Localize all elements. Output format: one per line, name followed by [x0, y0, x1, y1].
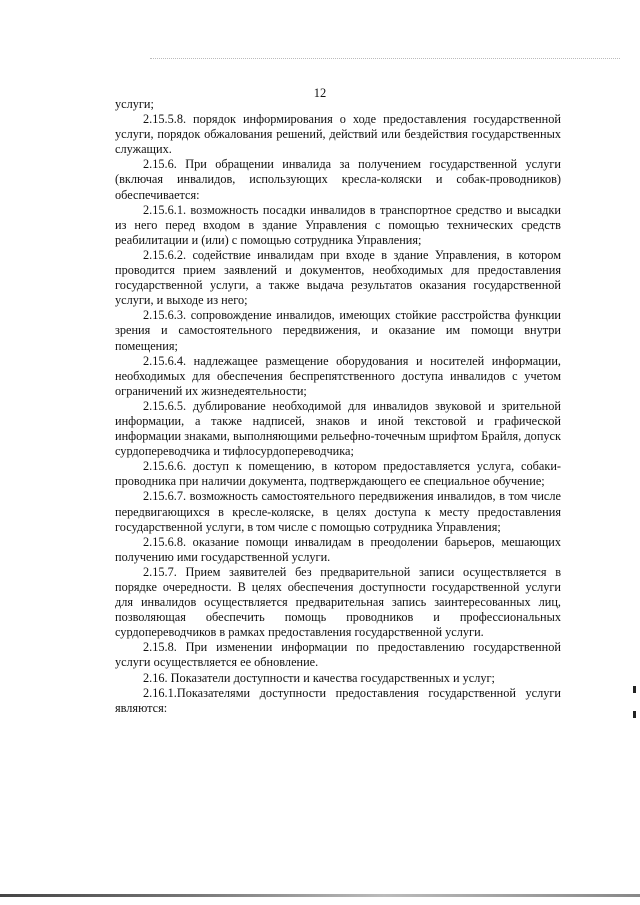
paragraph: 2.16.1.Показателями доступности предоставления государственной услуги являются: [115, 685, 561, 715]
paragraph: 2.15.6.2. содействие инвалидам при входе в здание Управления, в котором проводится прием заявлений и документов, необходимых для предоставления государственной услуги, а также выдача результатов оказания государственной услуги, и выходе из него; [115, 247, 561, 308]
paragraph: 2.15.6.6. доступ к помещению, в котором предоставляется услуга, собаки-проводника при наличии документа, подтверждающего ее специальное обучение; [115, 459, 561, 489]
paragraph: услуги; [115, 97, 154, 111]
paragraph: 2.15.7. Прием заявителей без предварительной записи осуществляется в порядке очередности. В целях обеспечения доступности государственной услуги для инвалидов осуществляется предварительная запись заинтересованных лиц, позволяющая обеспечить помощь проводников и профессиональных сурдопереводчиков в рамках предоставления государственной услуги. [115, 564, 561, 640]
scan-artifact-top [150, 58, 620, 60]
paragraph: 2.16. Показатели доступности и качества государственных и услуг; [143, 670, 495, 685]
page-number: 12 [313, 86, 327, 100]
paragraph: 2.15.6.1. возможность посадки инвалидов в транспортное средство и высадки из него перед входом в здание Управления с помощью технических средств реабилитации и (или) с помощью сотрудника Управления; [115, 202, 561, 247]
margin-mark [633, 686, 636, 693]
document-body [115, 97, 561, 716]
paragraph: 2.15.8. При изменении информации по предоставлению государственной услуги осуществляется ее обновление. [115, 640, 561, 670]
paragraph: 2.15.6.3. сопровождение инвалидов, имеющих стойкие расстройства функции зрения и самостоятельного передвижения, и оказание им помощи внутри помещения; [115, 308, 561, 353]
paragraph: 2.15.6.7. возможность самостоятельного передвижения инвалидов, в том числе передвигающихся в кресле-коляске, в целях доступа к месту предоставления государственной услуги, в том числе с помощью сотрудника Управления; [115, 489, 561, 534]
paragraph: 2.15.6.8. оказание помощи инвалидам в преодолении барьеров, мешающих получению ими государственной услуги. [115, 534, 561, 564]
margin-mark [633, 711, 636, 718]
paragraph: 2.15.5.8. порядок информирования о ходе предоставления государственной услуги, порядок обжалования решений, действий или бездействия государственных служащих. [115, 112, 561, 157]
paragraph: 2.15.6. При обращении инвалида за получением государственной услуги (включая инвалидов, использующих кресла-коляски и собак-проводников) обеспечивается: [115, 157, 561, 202]
paragraph: 2.15.6.5. дублирование необходимой для инвалидов звуковой и зрительной информации, а также надписей, знаков и иной текстовой и графической информации знаками, выполняющими рельефно-точечным шрифтом Брайля, допуск сурдопереводчика и тифлосурдопереводчика; [115, 398, 561, 459]
scan-artifact-bottom [0, 894, 640, 897]
paragraph: 2.15.6.4. надлежащее размещение оборудования и носителей информации, необходимых для обеспечения беспрепятственного доступа инвалидов с учетом ограничений их жизнедеятельности; [115, 353, 561, 398]
